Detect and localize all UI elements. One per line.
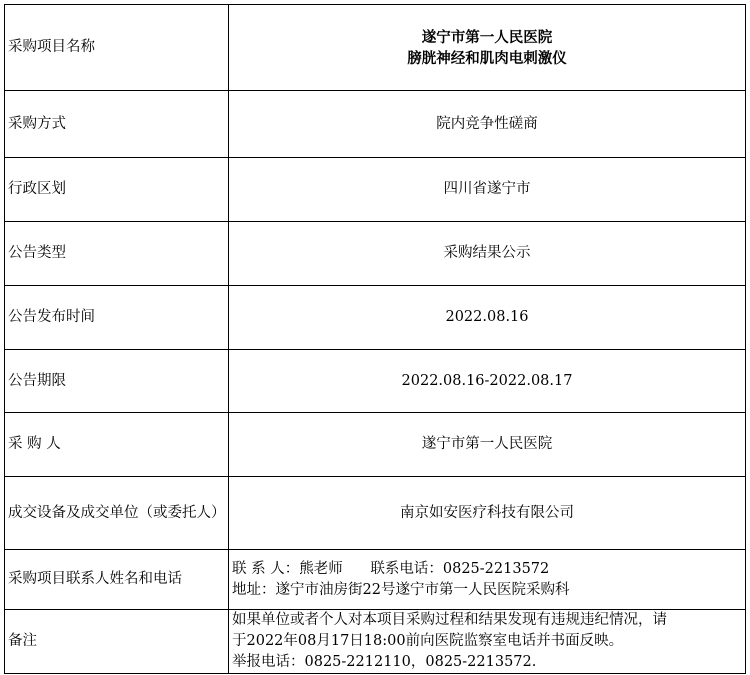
value-winner: 南京如安医疗科技有限公司 <box>229 477 746 550</box>
label-purchaser: 采 购 人 <box>5 413 229 477</box>
row-notice-type <box>5 222 746 286</box>
label-notice-period: 公告期限 <box>5 350 229 413</box>
value-notice-period: 2022.08.16-2022.08.17 <box>229 350 746 413</box>
row-project-name <box>5 5 746 91</box>
row-contact <box>5 550 746 610</box>
remarks-line2: 于2022年08月17日18:00前向医院监察室电话并书面反映。 <box>232 633 624 649</box>
value-notice-type: 采购结果公示 <box>229 222 746 286</box>
row-notice-period <box>5 350 746 413</box>
value-publish-time: 2022.08.16 <box>229 286 746 350</box>
label-method: 采购方式 <box>5 91 229 158</box>
value-region: 四川省遂宁市 <box>229 158 746 222</box>
row-publish-time <box>5 286 746 350</box>
value-project-name <box>229 5 746 91</box>
row-method <box>5 91 746 158</box>
row-winner <box>5 477 746 550</box>
project-name-line1: 遂宁市第一人民医院 <box>421 28 553 46</box>
procurement-result-table <box>4 4 746 674</box>
value-contact <box>229 550 746 610</box>
row-region <box>5 158 746 222</box>
label-contact: 采购项目联系人姓名和电话 <box>5 550 229 610</box>
remarks-line1: 如果单位或者个人对本项目采购过程和结果发现有违规违纪情况，请 <box>232 612 667 628</box>
label-publish-time: 公告发布时间 <box>5 286 229 350</box>
value-remarks <box>229 610 746 674</box>
contact-address-line: 地址：遂宁市油房街22号遂宁市第一人民医院采购科 <box>232 581 570 598</box>
remarks-line3: 举报电话：0825-2212110，0825-2213572. <box>232 654 537 670</box>
project-name-line2: 膀胱神经和肌肉电刺激仪 <box>407 49 567 67</box>
label-project-name: 采购项目名称 <box>5 5 229 91</box>
value-purchaser: 遂宁市第一人民医院 <box>229 413 746 477</box>
label-region: 行政区划 <box>5 158 229 222</box>
value-method: 院内竞争性磋商 <box>229 91 746 158</box>
contact-person-line: 联 系 人：熊老师 联系电话：0825-2213572 <box>232 560 550 577</box>
row-remarks <box>5 610 746 674</box>
label-remarks: 备注 <box>5 610 229 674</box>
label-winner: 成交设备及成交单位（或委托人） <box>5 477 229 550</box>
row-purchaser <box>5 413 746 477</box>
label-notice-type: 公告类型 <box>5 222 229 286</box>
